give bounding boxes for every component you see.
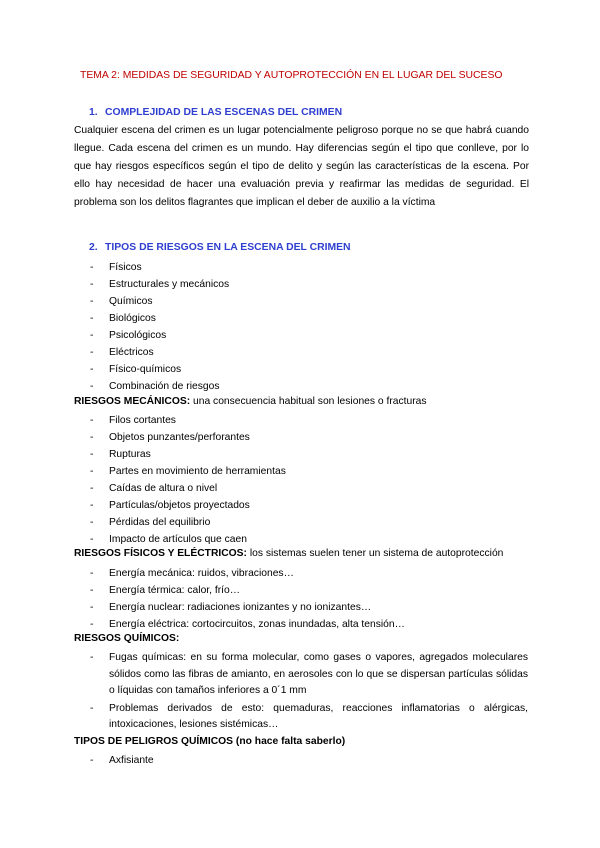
list-item: - Energía mecánica: ruidos, vibraciones… <box>90 565 405 582</box>
list-item: - Fugas químicas: en su forma molecular, como gases o vapores, agregados moleculares sólidos como las fibras de amianto, en aerosoles con lo que se dispersan partículas sólidas o líquidas con tamaños inferiores a 0´1 mm <box>90 650 528 700</box>
mechanical-risks-label: RIESGOS MECÁNICOS: <box>74 396 191 407</box>
list-item: - Problemas derivados de esto: quemaduras, reacciones inflamatorias o alérgicas, intoxicaciones, lesiones sistémicas… <box>90 701 528 734</box>
list-item: - Físicos <box>90 259 229 276</box>
chemical-risks-label: RIESGOS QUÍMICOS: <box>74 633 180 644</box>
list-item: - Pérdidas del equilibrio <box>90 514 286 531</box>
list-item: - Psicológicos <box>90 327 229 344</box>
physical-risks-heading <box>74 548 503 559</box>
section-1-paragraph: Cualquier escena del crimen es un lugar potencialmente peligroso porque no se que habrá cuando llegue. Cada escena del crimen es un mundo. Hay diferencias según el tipo que conlleve, por lo que hay riesgos específicos según el tipo de delito y según las características de la escena. Por ello hay necesidad de hacer una evaluación previa y reafirmar las medidas de seguridad. El problema son los delitos flagrantes que implican el deber de auxilio a la víctima <box>74 125 529 208</box>
list-item: - Energía eléctrica: cortocircuitos, zonas inundadas, alta tensión… <box>90 616 405 633</box>
chemical-hazards-list <box>90 752 154 769</box>
document-title: TEMA 2: MEDIDAS DE SEGURIDAD Y AUTOPROTECCIÓN EN EL LUGAR DEL SUCESO <box>80 70 503 81</box>
physical-risks-text: los sistemas suelen tener un sistema de autoprotección <box>246 548 504 559</box>
list-item: - Caídas de altura o nivel <box>90 480 286 497</box>
risk-types-list <box>90 259 229 395</box>
list-item: - Combinación de riesgos <box>90 378 229 395</box>
list-item: - Eléctricos <box>90 344 229 361</box>
list-item: - Energía térmica: calor, frío… <box>90 582 405 599</box>
physical-risks-label: RIESGOS FÍSICOS Y ELÉCTRICOS: <box>74 548 247 559</box>
section-2-number: 2. <box>89 242 98 253</box>
chemical-hazards-label: TIPOS DE PELIGROS QUÍMICOS (no hace falta saberlo) <box>74 736 346 747</box>
chemical-risks-list <box>90 650 528 735</box>
list-item: - Objetos punzantes/perforantes <box>90 429 286 446</box>
list-item: - Filos cortantes <box>90 412 286 429</box>
list-item: - Energía nuclear: radiaciones ionizantes y no ionizantes… <box>90 599 405 616</box>
list-item: - Partículas/objetos proyectados <box>90 497 286 514</box>
section-1-heading <box>89 107 342 118</box>
chemical-hazards-heading <box>74 736 345 747</box>
list-item: - Químicos <box>90 293 229 310</box>
section-2-title: TIPOS DE RIESGOS EN LA ESCENA DEL CRIMEN <box>105 242 351 253</box>
section-1-number: 1. <box>89 107 98 118</box>
mechanical-risks-list <box>90 412 286 548</box>
mechanical-risks-text: una consecuencia habitual son lesiones o fracturas <box>190 396 427 407</box>
list-item: - Biológicos <box>90 310 229 327</box>
list-item: - Impacto de artículos que caen <box>90 531 286 548</box>
mechanical-risks-heading <box>74 396 427 407</box>
list-item: - Axfisiante <box>90 752 154 769</box>
list-item: - Partes en movimiento de herramientas <box>90 463 286 480</box>
list-item: - Estructurales y mecánicos <box>90 276 229 293</box>
list-item: - Rupturas <box>90 446 286 463</box>
physical-risks-list <box>90 565 405 633</box>
list-item: - Físico-químicos <box>90 361 229 378</box>
section-2-heading <box>89 242 351 253</box>
section-1-title: COMPLEJIDAD DE LAS ESCENAS DEL CRIMEN <box>105 107 343 118</box>
chemical-risks-heading <box>74 633 179 644</box>
